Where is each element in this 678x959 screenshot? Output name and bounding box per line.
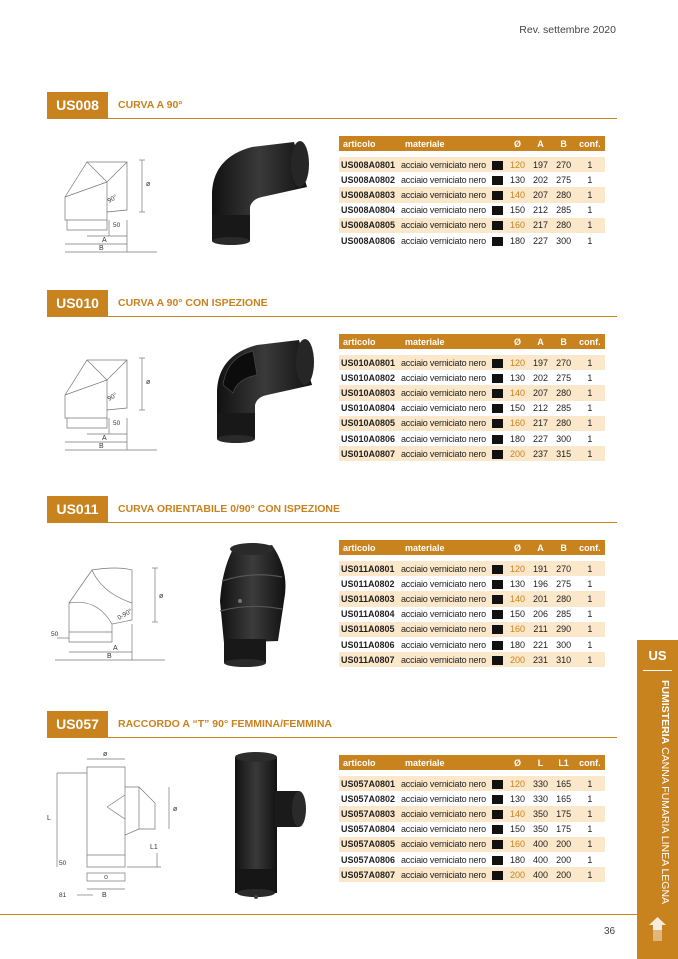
- color-swatch: [492, 206, 503, 215]
- revision-date: Rev. settembre 2020: [519, 24, 616, 36]
- product-code: US057: [47, 711, 108, 737]
- section-us011: [47, 496, 617, 665]
- dim-phi-branch: ø: [173, 806, 178, 813]
- product-title: RACCORDO A “T” 90° FEMMINA/FEMMINA: [118, 718, 332, 730]
- table-row: US010A0803 acciaio verniciato nero 140 207 280 1: [339, 385, 605, 400]
- product-photo: [212, 541, 302, 671]
- side-category-tab[interactable]: [637, 640, 678, 959]
- col-materiale: materiale: [401, 540, 489, 558]
- dim-81: 81: [59, 892, 67, 899]
- dim-angle: 90°: [106, 391, 119, 403]
- table-row: US008A0803 acciaio verniciato nero 140 207 280 1: [339, 187, 605, 202]
- product-photo: [202, 137, 317, 247]
- dim-b: B: [102, 892, 107, 899]
- col-articolo: articolo: [339, 755, 401, 773]
- footer-rule: [0, 914, 637, 915]
- dim-phi: ø: [103, 751, 108, 758]
- table-row: US008A0805 acciaio verniciato nero 160 217 280 1: [339, 218, 605, 233]
- dim-50: 50: [59, 860, 67, 867]
- color-swatch: [492, 840, 503, 849]
- side-tab-category-bold: FUMISTERIA: [659, 680, 671, 745]
- table-row: US010A0801 acciaio verniciato nero 120 197 270 1: [339, 352, 605, 370]
- spec-header: [339, 540, 605, 558]
- col-diam: Ø: [506, 136, 529, 154]
- product-photo: [207, 335, 322, 445]
- dim-l: L: [47, 815, 51, 822]
- col-b: B: [552, 334, 575, 352]
- product-photo: [227, 751, 312, 901]
- technical-drawing: [47, 747, 187, 899]
- table-row: US010A0807 acciaio verniciato nero 200 237 315 1: [339, 446, 605, 461]
- col-a: A: [529, 540, 552, 558]
- col-diam: Ø: [506, 334, 529, 352]
- table-row: US057A0806 acciaio verniciato nero 180 400 200 1: [341, 854, 593, 865]
- col-b: B: [552, 136, 575, 154]
- color-swatch: [492, 641, 503, 650]
- product-title: CURVA A 90°: [118, 99, 183, 111]
- table-row: US057A0807 acciaio verniciato nero 200 400 200 1: [339, 867, 605, 882]
- spec-table: [339, 755, 605, 882]
- dim-l1: L1: [150, 844, 158, 851]
- color-swatch: [492, 374, 503, 383]
- dim-50: 50: [113, 420, 121, 427]
- color-swatch: [492, 191, 503, 200]
- product-title: CURVA ORIENTABILE 0/90° CON ISPEZIONE: [118, 503, 341, 515]
- table-row: US008A0801 acciaio verniciato nero 120 197 270 1: [339, 154, 605, 172]
- home-arrow-icon[interactable]: [648, 916, 667, 942]
- color-swatch: [492, 795, 503, 804]
- dim-a: A: [102, 237, 107, 244]
- side-tab-code: US: [648, 648, 667, 663]
- product-title: CURVA A 90° CON ISPEZIONE: [118, 297, 268, 309]
- color-swatch: [492, 419, 503, 428]
- technical-drawing: [47, 152, 167, 257]
- table-row: US057A0803 acciaio verniciato nero 140 350 175 1: [339, 806, 605, 821]
- table-row: US008A0804 acciaio verniciato nero 150 212 285 1: [341, 205, 593, 216]
- spec-header: [339, 755, 605, 773]
- table-row: US011A0801 acciaio verniciato nero 120 191 270 1: [339, 558, 605, 576]
- col-materiale: materiale: [401, 136, 489, 154]
- col-conf: conf.: [575, 334, 605, 352]
- dim-b: B: [99, 245, 104, 252]
- table-row: US010A0805 acciaio verniciato nero 160 217 280 1: [339, 416, 605, 431]
- color-swatch: [492, 810, 503, 819]
- table-row: US011A0806 acciaio verniciato nero 180 221 300 1: [341, 639, 593, 650]
- dim-phi: ø: [146, 379, 151, 386]
- table-row: US010A0806 acciaio verniciato nero 180 227 300 1: [341, 433, 593, 444]
- dim-phi: ø: [146, 181, 151, 188]
- spec-table: [339, 334, 605, 461]
- col-a: A: [529, 334, 552, 352]
- color-swatch: [492, 610, 503, 619]
- color-swatch: [492, 780, 503, 789]
- product-code: US010: [47, 290, 108, 316]
- spec-header: [339, 334, 605, 352]
- page-number: 36: [604, 926, 616, 937]
- table-row: US057A0802 acciaio verniciato nero 130 330 165 1: [341, 793, 593, 804]
- technical-drawing: [47, 350, 167, 455]
- dim-phi: ø: [159, 593, 164, 600]
- side-tab-category-rest: CANNA FUMARIA LINEA LEGNA: [659, 744, 671, 905]
- section-us008: [47, 92, 617, 252]
- dim-50: 50: [51, 631, 59, 638]
- color-swatch: [492, 565, 503, 574]
- col-materiale: materiale: [401, 755, 489, 773]
- color-swatch: [492, 435, 503, 444]
- color-swatch: [492, 450, 503, 459]
- col-articolo: articolo: [339, 334, 401, 352]
- col-conf: conf.: [575, 755, 605, 773]
- color-swatch: [492, 580, 503, 589]
- col-diam: Ø: [506, 540, 529, 558]
- color-swatch: [492, 221, 503, 230]
- color-swatch: [492, 871, 503, 880]
- section-header: [47, 92, 617, 119]
- col-conf: conf.: [575, 136, 605, 154]
- dim-b: B: [99, 443, 104, 450]
- color-swatch: [492, 625, 503, 634]
- col-l: L: [529, 755, 552, 773]
- col-materiale: materiale: [401, 334, 489, 352]
- table-row: US011A0803 acciaio verniciato nero 140 201 280 1: [339, 591, 605, 606]
- spec-header: [339, 136, 605, 154]
- color-swatch: [492, 389, 503, 398]
- color-swatch: [492, 404, 503, 413]
- table-row: US011A0807 acciaio verniciato nero 200 231 310 1: [339, 652, 605, 667]
- side-tab-category: [659, 680, 671, 905]
- table-row: US057A0804 acciaio verniciato nero 150 350 175 1: [341, 824, 593, 835]
- technical-drawing: [47, 558, 177, 668]
- col-a: A: [529, 136, 552, 154]
- section-header: [47, 496, 617, 523]
- color-swatch: [492, 856, 503, 865]
- color-swatch: [492, 595, 503, 604]
- spec-table: [339, 136, 605, 248]
- spec-table: [339, 540, 605, 667]
- table-row: US008A0806 acciaio verniciato nero 180 227 300 1: [341, 235, 593, 246]
- col-b: B: [552, 540, 575, 558]
- product-code: US011: [47, 496, 108, 522]
- dim-angle: 90°: [106, 193, 119, 205]
- color-swatch: [492, 237, 503, 246]
- table-row: US057A0805 acciaio verniciato nero 160 400 200 1: [339, 837, 605, 852]
- section-header: [47, 711, 617, 738]
- dim-angle: 0-90°: [116, 607, 134, 622]
- table-row: US011A0802 acciaio verniciato nero 130 196 275 1: [341, 578, 593, 589]
- table-row: US057A0801 acciaio verniciato nero 120 330 165 1: [339, 773, 605, 791]
- table-row: US010A0804 acciaio verniciato nero 150 212 285 1: [341, 403, 593, 414]
- col-conf: conf.: [575, 540, 605, 558]
- color-swatch: [492, 359, 503, 368]
- side-tab-divider: [643, 670, 672, 671]
- col-articolo: articolo: [339, 136, 401, 154]
- col-articolo: articolo: [339, 540, 401, 558]
- section-us057: [47, 711, 617, 899]
- color-swatch: [492, 656, 503, 665]
- dim-50: 50: [113, 222, 121, 229]
- color-swatch: [492, 825, 503, 834]
- color-swatch: [492, 176, 503, 185]
- table-row: US011A0804 acciaio verniciato nero 150 206 285 1: [341, 609, 593, 620]
- color-swatch: [492, 161, 503, 170]
- table-row: US010A0802 acciaio verniciato nero 130 202 275 1: [341, 372, 593, 383]
- col-diam: Ø: [506, 755, 529, 773]
- dim-a: A: [102, 435, 107, 442]
- table-row: US008A0802 acciaio verniciato nero 130 202 275 1: [341, 174, 593, 185]
- col-l1: L1: [552, 755, 575, 773]
- table-row: US011A0805 acciaio verniciato nero 160 211 290 1: [339, 622, 605, 637]
- product-code: US008: [47, 92, 108, 118]
- section-us010: [47, 290, 617, 459]
- dim-b: B: [107, 653, 112, 660]
- section-header: [47, 290, 617, 317]
- dim-a: A: [113, 645, 118, 652]
